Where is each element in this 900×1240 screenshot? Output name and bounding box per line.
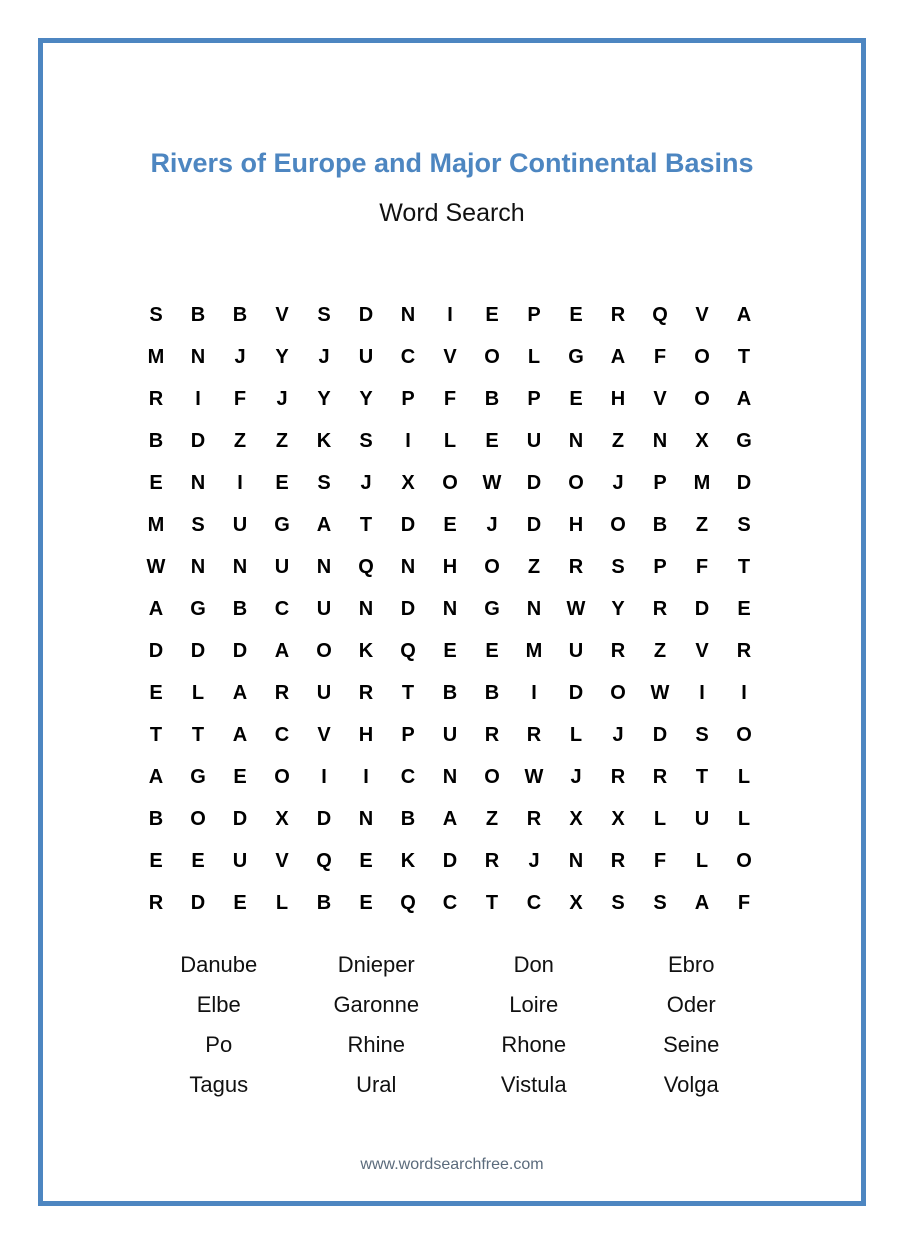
grid-letter[interactable]: J [570,765,582,788]
grid-letter[interactable]: A [736,303,752,326]
grid-letter[interactable]: X [569,891,583,914]
grid-letter[interactable]: S [317,471,331,494]
grid-letter[interactable]: I [363,765,369,788]
grid-letter[interactable]: E [485,303,499,326]
grid-letter[interactable]: O [610,681,626,704]
grid-letter[interactable]: I [237,471,243,494]
grid-letter[interactable]: Q [400,891,416,914]
word-list-item: Ebro [668,952,715,977]
grid-letter[interactable]: D [652,723,668,746]
grid-letter[interactable]: J [528,849,540,872]
grid-letter[interactable]: A [694,891,710,914]
grid-letter[interactable]: N [358,597,374,620]
grid-letter[interactable]: I [531,681,537,704]
grid-letter[interactable]: Y [275,345,289,368]
grid-letter[interactable]: A [736,387,752,410]
grid-letter[interactable]: D [694,597,710,620]
grid-letter[interactable]: R [610,303,626,326]
grid-letter[interactable]: T [737,345,751,368]
word-list-item: Rhone [501,1032,567,1057]
grid-letter[interactable]: F [653,849,667,872]
puzzle-title: Rivers of Europe and Major Continental Basins [150,148,754,178]
grid-letter[interactable]: E [191,849,205,872]
grid-letter[interactable]: T [359,513,373,536]
grid-letter[interactable]: Z [233,429,247,452]
grid-letter[interactable]: B [400,807,416,830]
letter-grid [135,294,765,924]
grid-letter[interactable]: J [318,345,330,368]
grid-letter[interactable]: R [526,723,542,746]
grid-letter[interactable]: J [360,471,372,494]
grid-letter[interactable]: R [736,639,752,662]
grid-letter[interactable]: R [358,681,374,704]
grid-letter[interactable]: O [484,345,500,368]
word-list-item: Oder [666,992,716,1017]
grid-letter[interactable]: V [317,723,331,746]
grid-letter[interactable]: N [316,555,332,578]
grid-letter[interactable]: B [316,891,332,914]
grid-letter[interactable]: Q [316,849,332,872]
grid-letter[interactable]: D [316,807,332,830]
grid-letter[interactable]: L [527,345,541,368]
grid-letter[interactable]: L [569,723,583,746]
grid-letter[interactable]: F [443,387,457,410]
grid-letter[interactable]: N [652,429,668,452]
grid-letter[interactable]: W [566,597,586,620]
grid-letter[interactable]: D [400,597,416,620]
grid-letter[interactable]: N [358,807,374,830]
grid-letter[interactable]: T [737,555,751,578]
grid-letter[interactable]: S [359,429,373,452]
grid-letter[interactable]: F [653,345,667,368]
grid-letter[interactable]: O [190,807,206,830]
grid-letter[interactable]: U [274,555,290,578]
grid-letter[interactable]: C [274,723,290,746]
grid-letter[interactable]: Q [652,303,668,326]
grid-letter[interactable]: L [695,849,709,872]
grid-letter[interactable]: G [274,513,290,536]
grid-letter[interactable]: X [569,807,583,830]
grid-letter[interactable]: E [569,303,583,326]
grid-letter[interactable]: R [484,723,500,746]
grid-letter[interactable]: W [482,471,502,494]
grid-letter[interactable]: N [568,429,584,452]
grid-letter[interactable]: M [147,513,165,536]
grid-letter[interactable]: T [695,765,709,788]
grid-letter[interactable]: G [568,345,584,368]
grid-letter[interactable]: P [653,471,667,494]
grid-letter[interactable]: A [442,807,458,830]
grid-letter[interactable]: U [358,345,374,368]
grid-letter[interactable]: T [191,723,205,746]
grid-letter[interactable]: U [316,681,332,704]
grid-letter[interactable]: C [526,891,542,914]
grid-letter[interactable]: T [401,681,415,704]
grid-letter[interactable]: D [358,303,374,326]
grid-letter[interactable]: P [401,723,415,746]
grid-letter[interactable]: R [148,387,164,410]
grid-letter[interactable]: F [233,387,247,410]
word-list-item: Garonne [333,992,420,1017]
grid-letter[interactable]: B [442,681,458,704]
grid-letter[interactable]: O [484,765,500,788]
grid-letter[interactable]: X [401,471,415,494]
grid-letter[interactable]: D [232,807,248,830]
grid-letter[interactable]: E [359,891,373,914]
grid-letter[interactable]: Z [485,807,499,830]
grid-letter[interactable]: L [443,429,457,452]
word-list [140,945,770,1105]
grid-letter[interactable]: E [149,681,163,704]
grid-letter[interactable]: D [526,471,542,494]
grid-letter[interactable]: S [317,303,331,326]
grid-letter[interactable]: B [232,303,248,326]
word-list-item: Vistula [500,1072,567,1097]
grid-letter[interactable]: P [401,387,415,410]
grid-letter[interactable]: J [486,513,498,536]
grid-letter[interactable]: S [611,555,625,578]
grid-letter[interactable]: F [737,891,751,914]
grid-letter[interactable]: X [611,807,625,830]
grid-letter[interactable]: G [190,597,206,620]
grid-letter[interactable]: N [190,471,206,494]
grid-letter[interactable]: L [191,681,205,704]
grid-letter[interactable]: I [321,765,327,788]
grid-letter[interactable]: D [526,513,542,536]
grid-letter[interactable]: B [232,597,248,620]
grid-letter[interactable]: W [524,765,544,788]
grid-letter[interactable]: O [736,723,752,746]
word-list-item: Rhine [347,1032,405,1057]
grid-letter[interactable]: V [653,387,667,410]
grid-letter[interactable]: W [650,681,670,704]
page-frame [38,38,866,1206]
grid-letter[interactable]: E [149,849,163,872]
puzzle-subtitle: Word Search [379,199,525,227]
grid-letter[interactable]: M [693,471,711,494]
grid-letter[interactable]: C [274,597,290,620]
grid-letter[interactable]: M [525,639,543,662]
grid-letter[interactable]: H [568,513,584,536]
grid-letter[interactable]: D [568,681,584,704]
grid-letter[interactable]: Z [611,429,625,452]
grid-letter[interactable]: N [526,597,542,620]
grid-letter[interactable]: I [447,303,453,326]
grid-letter[interactable]: D [400,513,416,536]
grid-letter[interactable]: W [146,555,166,578]
grid-letter[interactable]: O [484,555,500,578]
word-list-item: Loire [509,992,559,1017]
grid-letter[interactable]: Z [275,429,289,452]
grid-letter[interactable]: E [569,387,583,410]
grid-letter[interactable]: I [741,681,747,704]
grid-letter[interactable]: L [275,891,289,914]
grid-letter[interactable]: B [652,513,668,536]
grid-letter[interactable]: B [148,429,164,452]
grid-letter[interactable]: E [275,471,289,494]
grid-letter[interactable]: D [442,849,458,872]
grid-letter[interactable]: S [737,513,751,536]
grid-letter[interactable]: Y [611,597,625,620]
grid-letter[interactable]: I [195,387,201,410]
grid-letter[interactable]: Z [653,639,667,662]
grid-letter[interactable]: R [568,555,584,578]
grid-letter[interactable]: S [191,513,205,536]
grid-letter[interactable]: A [232,681,248,704]
grid-letter[interactable]: E [233,765,247,788]
grid-letter[interactable]: H [610,387,626,410]
grid-letter[interactable]: R [274,681,290,704]
grid-letter[interactable]: P [653,555,667,578]
word-list-item: Elbe [196,992,241,1017]
grid-letter[interactable]: U [232,849,248,872]
grid-letter[interactable]: R [610,765,626,788]
grid-letter[interactable]: G [484,597,500,620]
grid-letter[interactable]: O [316,639,332,662]
grid-letter[interactable]: J [276,387,288,410]
grid-letter[interactable]: J [612,471,624,494]
word-list-item: Ural [356,1072,397,1097]
grid-letter[interactable]: M [147,345,165,368]
grid-letter[interactable]: E [737,597,751,620]
grid-letter[interactable]: E [149,471,163,494]
grid-letter[interactable]: N [400,555,416,578]
footer-url[interactable]: www.wordsearchfree.com [360,1156,544,1173]
grid-letter[interactable]: D [190,891,206,914]
grid-letter[interactable]: U [232,513,248,536]
grid-letter[interactable]: N [232,555,248,578]
grid-letter[interactable]: Q [358,555,374,578]
word-list-item: Dnieper [337,952,415,977]
grid-letter[interactable]: S [149,303,163,326]
word-list-item: Po [205,1032,233,1057]
grid-letter[interactable]: K [358,639,374,662]
grid-letter[interactable]: R [484,849,500,872]
grid-letter[interactable]: D [190,639,206,662]
grid-letter[interactable]: V [695,639,709,662]
grid-letter[interactable]: R [526,807,542,830]
grid-letter[interactable]: J [612,723,624,746]
grid-letter[interactable]: I [699,681,705,704]
grid-letter[interactable]: Y [359,387,373,410]
word-list-item: Volga [663,1072,719,1097]
word-list-item: Don [513,952,554,977]
word-list-item: Danube [180,952,258,977]
grid-letter[interactable]: R [610,639,626,662]
grid-letter[interactable]: O [610,513,626,536]
grid-letter[interactable]: P [527,387,541,410]
grid-letter[interactable]: N [442,597,458,620]
grid-letter[interactable]: D [190,429,206,452]
grid-letter[interactable]: E [359,849,373,872]
grid-letter[interactable]: N [442,765,458,788]
word-list-item: Seine [663,1032,720,1057]
grid-letter[interactable]: T [485,891,499,914]
grid-letter[interactable]: R [610,849,626,872]
grid-letter[interactable]: N [568,849,584,872]
grid-letter[interactable]: S [611,891,625,914]
grid-letter[interactable]: E [443,639,457,662]
grid-letter[interactable]: V [275,303,289,326]
grid-letter[interactable]: B [484,681,500,704]
grid-letter[interactable]: L [653,807,667,830]
grid-letter[interactable]: O [736,849,752,872]
grid-letter[interactable]: C [400,345,416,368]
grid-letter[interactable]: T [149,723,163,746]
grid-letter[interactable]: N [400,303,416,326]
grid-letter[interactable]: D [232,639,248,662]
word-list-item: Tagus [189,1072,249,1097]
grid-letter[interactable]: K [400,849,416,872]
grid-letter[interactable]: U [694,807,710,830]
grid-letter[interactable]: V [695,303,709,326]
grid-letter[interactable]: L [737,807,751,830]
grid-letter[interactable]: A [148,597,164,620]
grid-letter[interactable]: L [737,765,751,788]
grid-letter[interactable]: O [694,345,710,368]
grid-letter[interactable]: E [485,429,499,452]
grid-letter[interactable]: Y [317,387,331,410]
grid-letter[interactable]: X [275,807,289,830]
grid-letter[interactable]: E [485,639,499,662]
grid-letter[interactable]: C [442,891,458,914]
grid-letter[interactable]: D [148,639,164,662]
grid-letter[interactable]: E [443,513,457,536]
grid-letter[interactable]: B [190,303,206,326]
grid-letter[interactable]: A [610,345,626,368]
grid-letter[interactable]: N [190,555,206,578]
grid-letter[interactable]: B [148,807,164,830]
grid-letter[interactable]: U [526,429,542,452]
grid-letter[interactable]: G [190,765,206,788]
grid-letter[interactable]: O [442,471,458,494]
grid-letter[interactable]: O [568,471,584,494]
grid-letter[interactable]: S [653,891,667,914]
grid-letter[interactable]: A [232,723,248,746]
grid-letter[interactable]: S [695,723,709,746]
grid-letter[interactable]: P [527,303,541,326]
grid-letter[interactable]: O [694,387,710,410]
grid-letter[interactable]: Z [695,513,709,536]
grid-letter[interactable]: U [568,639,584,662]
grid-letter[interactable]: E [233,891,247,914]
grid-letter[interactable]: N [190,345,206,368]
grid-letter[interactable]: V [443,345,457,368]
grid-letter[interactable]: A [148,765,164,788]
grid-letter[interactable]: X [695,429,709,452]
grid-letter[interactable]: U [442,723,458,746]
grid-letter[interactable]: D [736,471,752,494]
grid-letter[interactable]: G [736,429,752,452]
grid-letter[interactable]: A [316,513,332,536]
grid-letter[interactable]: B [484,387,500,410]
grid-letter[interactable]: F [695,555,709,578]
grid-letter[interactable]: R [652,765,668,788]
grid-letter[interactable]: K [316,429,332,452]
grid-letter[interactable]: R [148,891,164,914]
grid-letter[interactable]: C [400,765,416,788]
grid-letter[interactable]: O [274,765,290,788]
grid-letter[interactable]: Q [400,639,416,662]
grid-letter[interactable]: J [234,345,246,368]
grid-letter[interactable]: A [274,639,290,662]
grid-letter[interactable]: R [652,597,668,620]
grid-letter[interactable]: H [358,723,374,746]
grid-letter[interactable]: Z [527,555,541,578]
grid-letter[interactable]: H [442,555,458,578]
grid-letter[interactable]: I [405,429,411,452]
grid-letter[interactable]: V [275,849,289,872]
grid-letter[interactable]: U [316,597,332,620]
